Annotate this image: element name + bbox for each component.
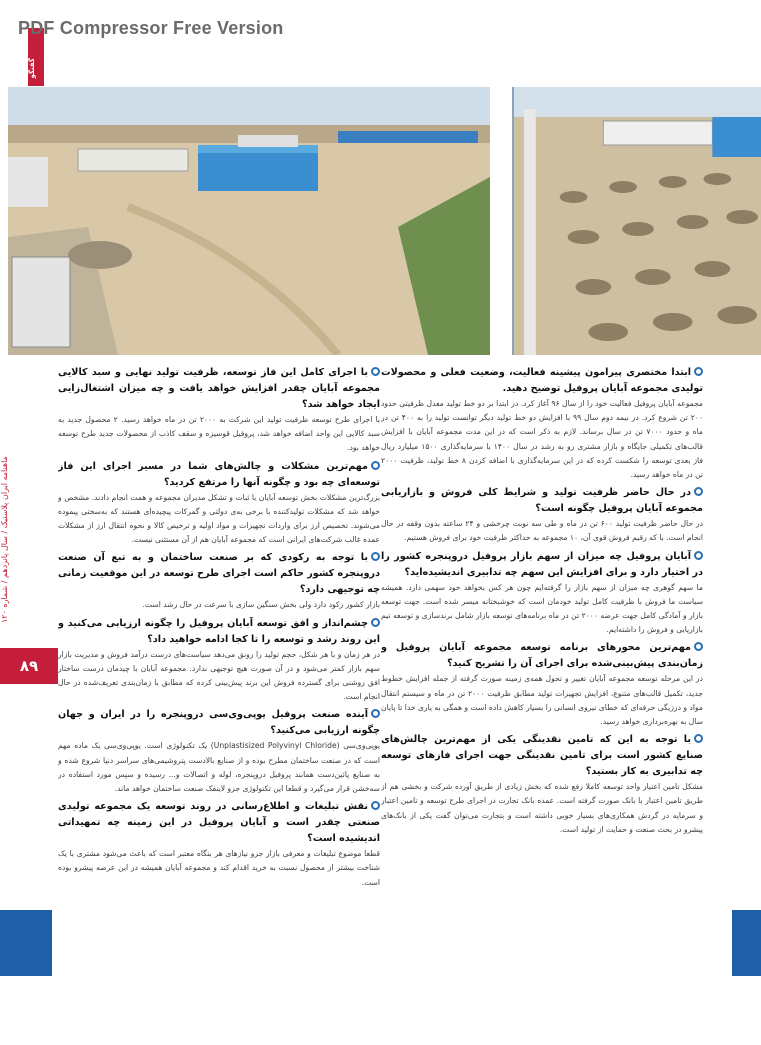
answer-paragraph: مجموعه آبایان پروفیل فعالیت خود را از سال ۹۶ آغاز کرد. در ابتدا بر دو خط تولید معدل ظرفیتی حدود ۲۰۰ تن شروع کرد. در نیمه دوم سال ۹۹ با افزایش دو خط تولید دیگر توانست تولید را به ۴۰۰ تن در ماه و حدود ۷۰۰۰ تن در سال برساند. لازم به ذکر است که در این مدت مجموعه آبایان با افزایش قالب‌های تکمیلی جایگاه و بازار مشتری رو به رشد در سال ۱۴۰۰ با سرمایه‌گذاری ۱۵۰۰ میلیارد ریال فاز بعدی توسعه را شکست کرده که در این سرمایه‌گذاری با اضافه کردن ۸ خط تولید، ظرفیت ۲۰۰۰ تن در ماه خواهد رسید.	[381, 399, 703, 480]
bullet-circle-icon	[371, 709, 380, 718]
section-tab-label: گفتگو	[28, 58, 36, 79]
answer-paragraph: بزرگ‌ترین مشکلات بخش توسعه آبایان با ثبات و تشکل مدیران مجموعه و همت انجام دادند. مشخص و خواهد شد که مشکلات تولیدکننده با برخی به‌ی دولتی و گمرکات پیچیده‌ای هستند که به‌سختی پیموده می‌شوند. تخصیص ارز برای واردات تجهیزات و مواد اولیه و ترخیص کالا و نحوه انتقال ارز از مشکلات عمده غالب شرکت‌های ایرانی است که مجموعه آبایان هم از آن مستثنی نیست.	[58, 492, 380, 545]
answer-paragraph: در هر زمان و با هر شکل، حجم تولید را رونق می‌دهد سیاست‌های درست درآمد فروش و مدیریت بازار سهم بازار کمتر می‌شود و در آن صورت هیچ توجیهی ندارد. مجموعه آبایان با چیدمان درست ساختار افق روشنی برای گسترده فروش این برند پیش‌بینی کرده که مطابق با زمان‌بندی تعریف‌شده در حال انجام است.	[58, 649, 380, 702]
answer-paragraph: با اجرای طرح توسعه ظرفیت تولید این شرکت به ۲۰۰۰ تن در ماه خواهد رسید. ۲ محصول جدید به سبد کالایی این واحد اضافه خواهد شد، پروفیل قوسیزه و سقف کاذب از محصولات جدید طرح توسعه خواهد بود.	[58, 415, 380, 453]
answer-paragraph: یوپی‌وی‌سی (Unplastisized Polyvinyl Chloride) یک تکنولوژی است. یوپی‌وی‌سی یک ماده مهم است که در صنعت ساختمان مطرح بوده و از صنایع بالادست پتروشیمی‌های سراسر دنیا شروع شده و به صنایع پائین‌دست همانند پروفیل درو‌پنجره، لوله و اتصالات و... رسیده و سپس مورد استفاده در سه‌خشن قرار می‌گیرد و قطعا این تکنولوژی جزو لاینفک صنعت ساختمان خواهد ماند.	[58, 741, 380, 794]
bullet-circle-icon	[371, 461, 380, 470]
bullet-circle-icon	[371, 367, 380, 376]
answer-paragraph: ما سهم گوهری چه میزان از سهم بازار را گرفته‌ایم چون هر کس بخواهد خود سهمی دارد. همیشه سیاست ما فروش با ظرفیت کامل تولید خودمان است که خوشبختانه میسر شده است. جهت توسعه بازار و آمادگی کامل جهت عرضه ۲۰۰۰ تن در ماه برنامه‌های توسعه بازار شامل برندسازی و توسعه تیم بازاریابی و فروش را داشته‌ایم.	[381, 582, 703, 635]
answer-paragraph: مشکل تامین اعتبار واحد توسعه کاملا رفع شده که بخش زیادی از طریق آورده شرکت و بخشی هم از طریق تامین اعتبار با بانک صورت گرفته است. عمده بانک تجارت در اجرای طرح توسعه و تامین اعتبار و سرمایه در گردش همکاری‌های بسیار خوبی داشته است و بتجارت می‌توان گفت یکی از بانک‌های پیشرو در بحث صنعت و حمایت از تولید است.	[381, 782, 703, 834]
bullet-circle-icon	[694, 642, 703, 651]
watermark: PDF Compressor Free Version	[18, 18, 284, 38]
answer-paragraph: در این مرحله توسعه مجموعه آبایان تغییر و تحول همه‌ی زمینه صورت گرفته از جمله افزایش خطوط جدید، تکمیل قالب‌های متنوع، افزایش تجهیزات تولید مطابق ظرفیت ۲۰۰۰ تن در ماه و سیستم انتقال مواد و درزیگی حرفه‌ای که خطای نیروی انسانی را بسیار کاهش داده است و همگی به یاری خدا تا پایان سال به بهره‌برداری خواهد رسید.	[381, 674, 703, 727]
question-heading: با توجه به این که تامین نقدینگی یکی از مهم‌ترین چالش‌های صنایع کشور است برای تامین نقدینگی جهت اجرای فازهای توسعه چه تدابیری به کار بستید؟	[381, 734, 703, 778]
answer-paragraph: بازار کشور رکود دارد ولی بخش سنگین سازی با سرعت در حال رشد است.	[142, 600, 380, 610]
decorative-band-right	[732, 910, 761, 976]
factory-photo-left	[8, 87, 490, 355]
bullet-circle-icon	[694, 487, 703, 496]
answer-paragraph: قطعا موضوع تبلیغات و معرفی بازار جزو نیازهای هر بنگاه معتبر است که باعث می‌شود مشتری با یک شناخت بیشتر از محصول نسبت به خرید اقدام کند و مجموعه آبایان همیشه در این عرصه پیشرو بوده است.	[58, 849, 380, 887]
side-rail-issue-info: ماهنامه ایران پلاستیک / سال پانزدهم / شماره ۱۲۰	[0, 456, 9, 624]
decorative-band-left	[0, 910, 52, 976]
bullet-circle-icon	[371, 552, 380, 561]
question-heading: نقش تبلیغات و اطلاع‌رسانی در روند توسعه یک مجموعه تولیدی صنعتی چقدر است و آبایان پروفیل در این زمینه چه تمهیداتی اندیشیده است؟	[58, 801, 380, 845]
question-heading: آینده صنعت پروفیل یوپی‌وی‌سی درو‌پنجره را در ایران و جهان چگونه ارزیابی می‌کنید؟	[58, 709, 380, 737]
bullet-circle-icon	[694, 734, 703, 743]
question-heading: با اجرای کامل این فاز توسعه، ظرفیت تولید نهایی و سبد کالایی مجموعه آبایان چقدر افزایش خواهد یافت و چه میزان اشتغال‌زایی ایجاد خواهد شد؟	[58, 367, 380, 410]
question-heading: آبایان پروفیل چه میزان از سهم بازار پروفیل درو‌پنجره کشور را در اختیار دارد و برای افزایش این سهم چه تدابیری اندیشیده‌اید؟	[381, 550, 703, 578]
question-heading: مهم‌ترین محورهای برنامه توسعه مجموعه آبایان پروفیل و زمان‌بندی پیش‌بینی‌شده برای اجرای آن را تشریح کنید؟	[381, 642, 703, 670]
question-heading: ابتدا مختصری پیرامون پیشینه فعالیت، وضعیت فعلی و محصولات تولیدی مجموعه آبایان پروفیل توضیح دهید.	[381, 367, 703, 394]
question-heading: مهم‌ترین مشکلات و چالش‌های شما در مسیر اجرای این فاز توسعه‌ای چه بود و چگونه آنها را مرتفع کردید؟	[58, 460, 380, 488]
bullet-circle-icon	[694, 367, 703, 376]
bullet-circle-icon	[694, 551, 703, 560]
question-heading: با توجه به رکودی که بر صنعت ساختمان و به تبع آن صنعت درو‌پنجره کشور حاکم است اجرای طرح توسعه در این موقعیت زمانی چه توجیهی دارد؟	[58, 552, 380, 596]
answer-paragraph: در حال حاضر ظرفیت تولید ۶۰۰ تن در ماه و طی سه نوبت چرخشی و ۲۴ ساعته بدون وقفه در حال انجام است. با که رقیم فروش قوی آن، ۱۰ مجموعه به حداکثر ظرفیت خود برای فروش هستیم.	[381, 519, 703, 543]
text-column-left	[58, 362, 380, 992]
bullet-circle-icon	[371, 618, 380, 627]
factory-photo-right	[512, 87, 761, 355]
text-column-right	[381, 362, 703, 992]
page-number: ۸۹	[0, 648, 58, 684]
question-heading: چشم‌انداز و افق توسعه آبایان پروفیل را چگونه ارزیابی می‌کنید و این روند رشد و توسعه را تا کجا ادامه خواهید داد؟	[58, 617, 380, 645]
question-heading: در حال حاضر ظرفیت تولید و شرایط کلی فروش و بازاریابی مجموعه آبایان پروفیل چگونه است؟	[381, 487, 703, 515]
bullet-circle-icon	[371, 801, 380, 810]
